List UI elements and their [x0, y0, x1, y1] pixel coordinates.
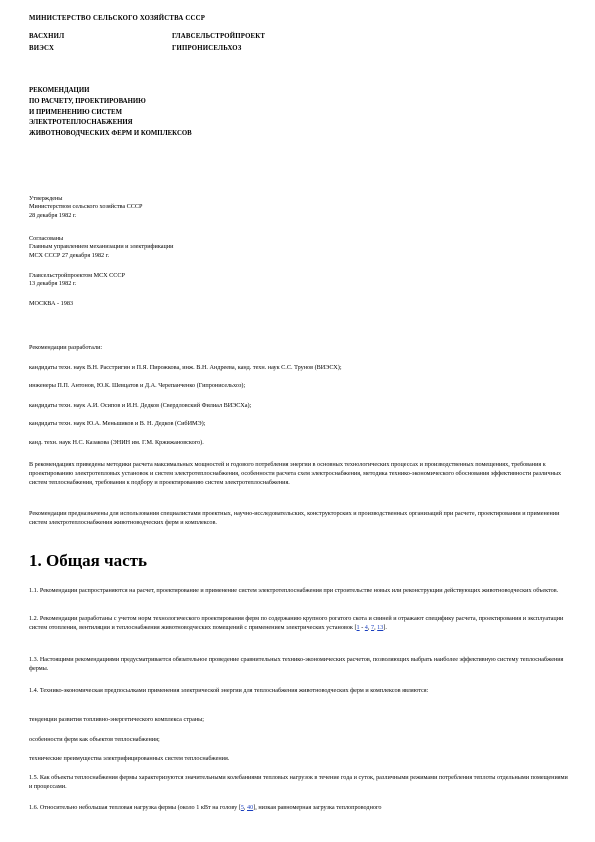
org-vaskhnil: ВАСХНИЛ: [29, 33, 65, 40]
developers-line: инженеры П.П. Антонов, Ю.К. Шевцатов и Д.А. Черепанченко (Гипронисельхоз);: [29, 382, 246, 389]
glavselstroy-block: [29, 272, 125, 289]
title-line: ЭЛЕКТРОТЕПЛОСНАБЖЕНИЯ: [29, 119, 133, 127]
agreement-line: Главсельстройпроектом МСХ СССР: [29, 272, 125, 279]
clause-1-3: 1.3. Настоящими рекомендациями предусматривается обязательное проведение сравнительных технико-экономических расчетов, позволяющих выбрать наиболее эффективную систему теплоснабжения фермы.: [29, 656, 564, 672]
title-line: ПО РАСЧЕТУ, ПРОЕКТИРОВАНИЮ: [29, 97, 146, 105]
reference-link[interactable]: 40: [247, 804, 254, 811]
reference-link[interactable]: 13: [377, 623, 384, 631]
approval-line: Министерством сельского хозяйства СССР: [29, 203, 143, 211]
org-glavselstroyproekt: ГЛАВСЕЛЬСТРОЙПРОЕКТ: [172, 33, 266, 40]
clause-text-end: ], низкая равномерная загрузка теплопроводного: [253, 804, 382, 811]
ref-separator: ,: [243, 804, 247, 811]
list-item: технические преимущества электрифицированных систем теплоснабжения.: [29, 755, 230, 762]
developers-line: кандидаты техн. наук Ю.А. Меньшиков и В. Н. Дедков (СибИМЭ);: [29, 420, 206, 427]
intro-paragraph: Рекомендации предназначены для использования специалистами проектных, научно-исследовательских, конструкторских и производственных организаций при расчете, проектировании и применении систем электротеплоснабжения животноводческих ферм и комплексов.: [29, 510, 560, 526]
clause-1-1: 1.1. Рекомендации распространяются на расчет, проектирование и применение систем электротеплоснабжения при строительстве новых или реконструкции действующих животноводческих объектов.: [29, 587, 559, 594]
clause-1-4: 1.4. Технико-экономическая предпосылками применения электрической энергии для теплоснабжения животноводческих ферм и комплексов являются:: [29, 687, 429, 694]
developers-line: кандидаты техн. наук В.Н. Расстригин и П.Я. Пирожкова, инж. В.Н. Андреева, канд. техн. наук С.С. Трунов (ВИЭСХ);: [29, 364, 342, 371]
clause-1-5: 1.5. Как объекты теплоснабжения фермы характеризуются значительными колебаниями тепловых нагрузок в течение года и суток, различными режимами потребления теплоты отдельными помещениями и процессами.: [29, 774, 568, 790]
agreement-line: 13 декабря 1982 г.: [29, 280, 77, 288]
reference-link[interactable]: 1: [356, 623, 360, 631]
approval-block: [29, 195, 143, 220]
developers-line: канд. техн. наук Н.С. Казакова (ЭНИН им. Г.М. Кржижановского).: [29, 439, 204, 446]
agreement-line: Главным управлением механизации и электрификации: [29, 243, 174, 251]
clause-1-6: [29, 804, 569, 813]
ref-separator: ,: [374, 623, 378, 631]
ref-separator: ,: [367, 623, 371, 631]
agreement-line: МСХ СССР 27 декабря 1982 г.: [29, 251, 110, 259]
list-item: тенденции развития топливно-энергетического комплекса страны;: [29, 716, 205, 723]
clause-text: 1.6. Относительно небольшая тепловая нагрузка фермы (около 1 кВт на голову [: [29, 804, 241, 811]
document-title: [29, 86, 192, 140]
reference-link[interactable]: 5: [240, 804, 244, 811]
agreement-line: Согласованы: [29, 235, 64, 242]
approval-line: Утверждены: [29, 195, 63, 202]
title-line: РЕКОМЕНДАЦИИ: [29, 87, 90, 94]
ministry-header: МИНИСТЕРСТВО СЕЛЬСКОГО ХОЗЯЙСТВА СССР: [29, 15, 206, 22]
clause-1-2: [29, 615, 569, 633]
clause-text: 1.2. Рекомендации разработаны с учетом норм технологического проектирования ферм по содержанию крупного рогатого скота и свиней и отражают специфику расчета, проектирования и эксплуатации систем отопления, вентиляции и теплоснабжения животноводческих помещений с применением электрических установок [: [29, 615, 564, 631]
developers-line: кандидаты техн. наук А.И. Осипов и И.Н. Дедков (Свердловский Филиал ВИЭСХа);: [29, 402, 252, 409]
agreement-block: [29, 235, 173, 260]
approval-line: 28 декабря 1982 г.: [29, 211, 77, 219]
clause-text-end: ].: [383, 623, 387, 631]
developers-heading: Рекомендации разработали:: [29, 344, 103, 351]
list-item: особенности ферм как объектов теплоснабжения;: [29, 736, 160, 743]
reference-link[interactable]: 4: [364, 623, 368, 631]
reference-link[interactable]: 7: [370, 623, 375, 631]
ref-separator: -: [359, 623, 365, 631]
title-line: И ПРИМЕНЕНИЮ СИСТЕМ: [29, 108, 122, 116]
city-year: МОСКВА - 1983: [29, 300, 74, 307]
intro-paragraph: В рекомендациях приведены методики расчета максимальных мощностей и годового потребления энергии в основных технологических процессах и производственных помещениях, требования к проектированию электротепловых установок и систем электротеплоснабжения, особенности расчета схем электроснабжения, методика технико-экономического обоснования эффективности различных систем теплоснабжения, требования к подбору и проектированию систем электротеплоснабжения.: [29, 461, 562, 486]
title-line: ЖИВОТНОВОДЧЕСКИХ ФЕРМ И КОМПЛЕКСОВ: [29, 130, 192, 138]
org-giproniselkhoz: ГИПРОНИСЕЛЬХОЗ: [172, 45, 242, 52]
section-heading: 1. Общая часть: [29, 551, 147, 570]
org-viesh: ВИЭСХ: [29, 45, 55, 52]
